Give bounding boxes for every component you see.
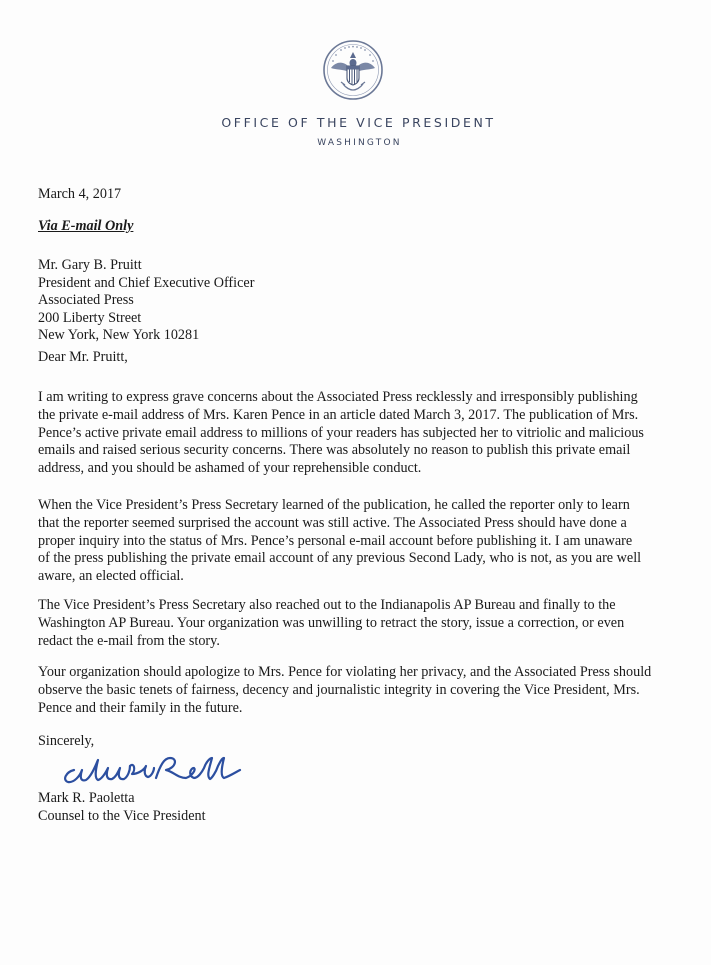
handwritten-signature bbox=[56, 752, 266, 788]
salutation: Dear Mr. Pruitt, bbox=[38, 349, 128, 365]
recipient-line: New York, New York 10281 bbox=[38, 327, 200, 343]
paragraph-line: observe the basic tenets of fairness, decency and journalistic integrity in covering the Vice President, Mrs. bbox=[38, 681, 640, 698]
body-paragraph bbox=[38, 497, 641, 586]
vice-president-seal-icon bbox=[321, 38, 385, 102]
body-paragraph bbox=[38, 597, 624, 650]
paragraph-line: of the press publishing the private email account of any previous Second Lady, who is not, as you are well bbox=[38, 550, 642, 567]
paragraph-line: I am writing to express grave concerns about the Associated Press recklessly and irresponsibly publishing bbox=[38, 389, 638, 405]
signer-name: Mark R. Paoletta bbox=[38, 790, 135, 806]
delivery-method: Via E-mail Only bbox=[38, 218, 134, 234]
paragraph-line: that the reporter seemed surprised the account was still active. The Associated Press should have done a bbox=[38, 514, 627, 531]
recipient-line: Mr. Gary B. Pruitt bbox=[38, 257, 142, 273]
signer-title: Counsel to the Vice President bbox=[38, 807, 206, 824]
paragraph-line: proper inquiry into the status of Mrs. Pence’s personal e-mail account before publishing it. I am unaware bbox=[38, 532, 633, 549]
office-title: OFFICE OF THE VICE PRESIDENT bbox=[221, 115, 496, 130]
paragraph-line: Pence and their family in the future. bbox=[38, 699, 243, 716]
recipient-address bbox=[38, 257, 254, 345]
closing: Sincerely, bbox=[38, 733, 95, 749]
body-paragraph bbox=[38, 664, 651, 717]
paragraph-line: emails and raised serious security concerns. There was absolutely no reason to publish this private email bbox=[38, 442, 631, 459]
letter-date: March 4, 2017 bbox=[38, 186, 122, 202]
recipient-line: Associated Press bbox=[38, 292, 134, 308]
paragraph-line: the private e-mail address of Mrs. Karen Pence in an article dated March 3, 2017. The publication of Mrs. bbox=[38, 406, 639, 423]
paragraph-line: Your organization should apologize to Mrs. Pence for violating her privacy, and the Associated Press should bbox=[38, 664, 652, 680]
office-city: WASHINGTON bbox=[317, 138, 402, 148]
recipient-line: 200 Liberty Street bbox=[38, 309, 142, 326]
paragraph-line: Washington AP Bureau. Your organization was unwilling to retract the story, issue a correction, or even bbox=[38, 614, 625, 631]
paragraph-line: Pence’s active private email address to millions of your readers has subjected her to vitriolic and malicious bbox=[38, 424, 644, 441]
recipient-line: President and Chief Executive Officer bbox=[38, 274, 255, 291]
paragraph-line: address, and you should be ashamed of your reprehensible conduct. bbox=[38, 460, 422, 477]
paragraph-line: When the Vice President’s Press Secretary learned of the publication, he called the reporter only to learn bbox=[38, 497, 630, 513]
signer-block bbox=[38, 790, 206, 825]
paragraph-line: aware, an elected official. bbox=[38, 568, 184, 585]
paragraph-line: The Vice President’s Press Secretary also reached out to the Indianapolis AP Bureau and finally to the bbox=[38, 597, 616, 613]
body-paragraph bbox=[38, 389, 644, 478]
paragraph-line: redact the e-mail from the story. bbox=[38, 632, 220, 649]
